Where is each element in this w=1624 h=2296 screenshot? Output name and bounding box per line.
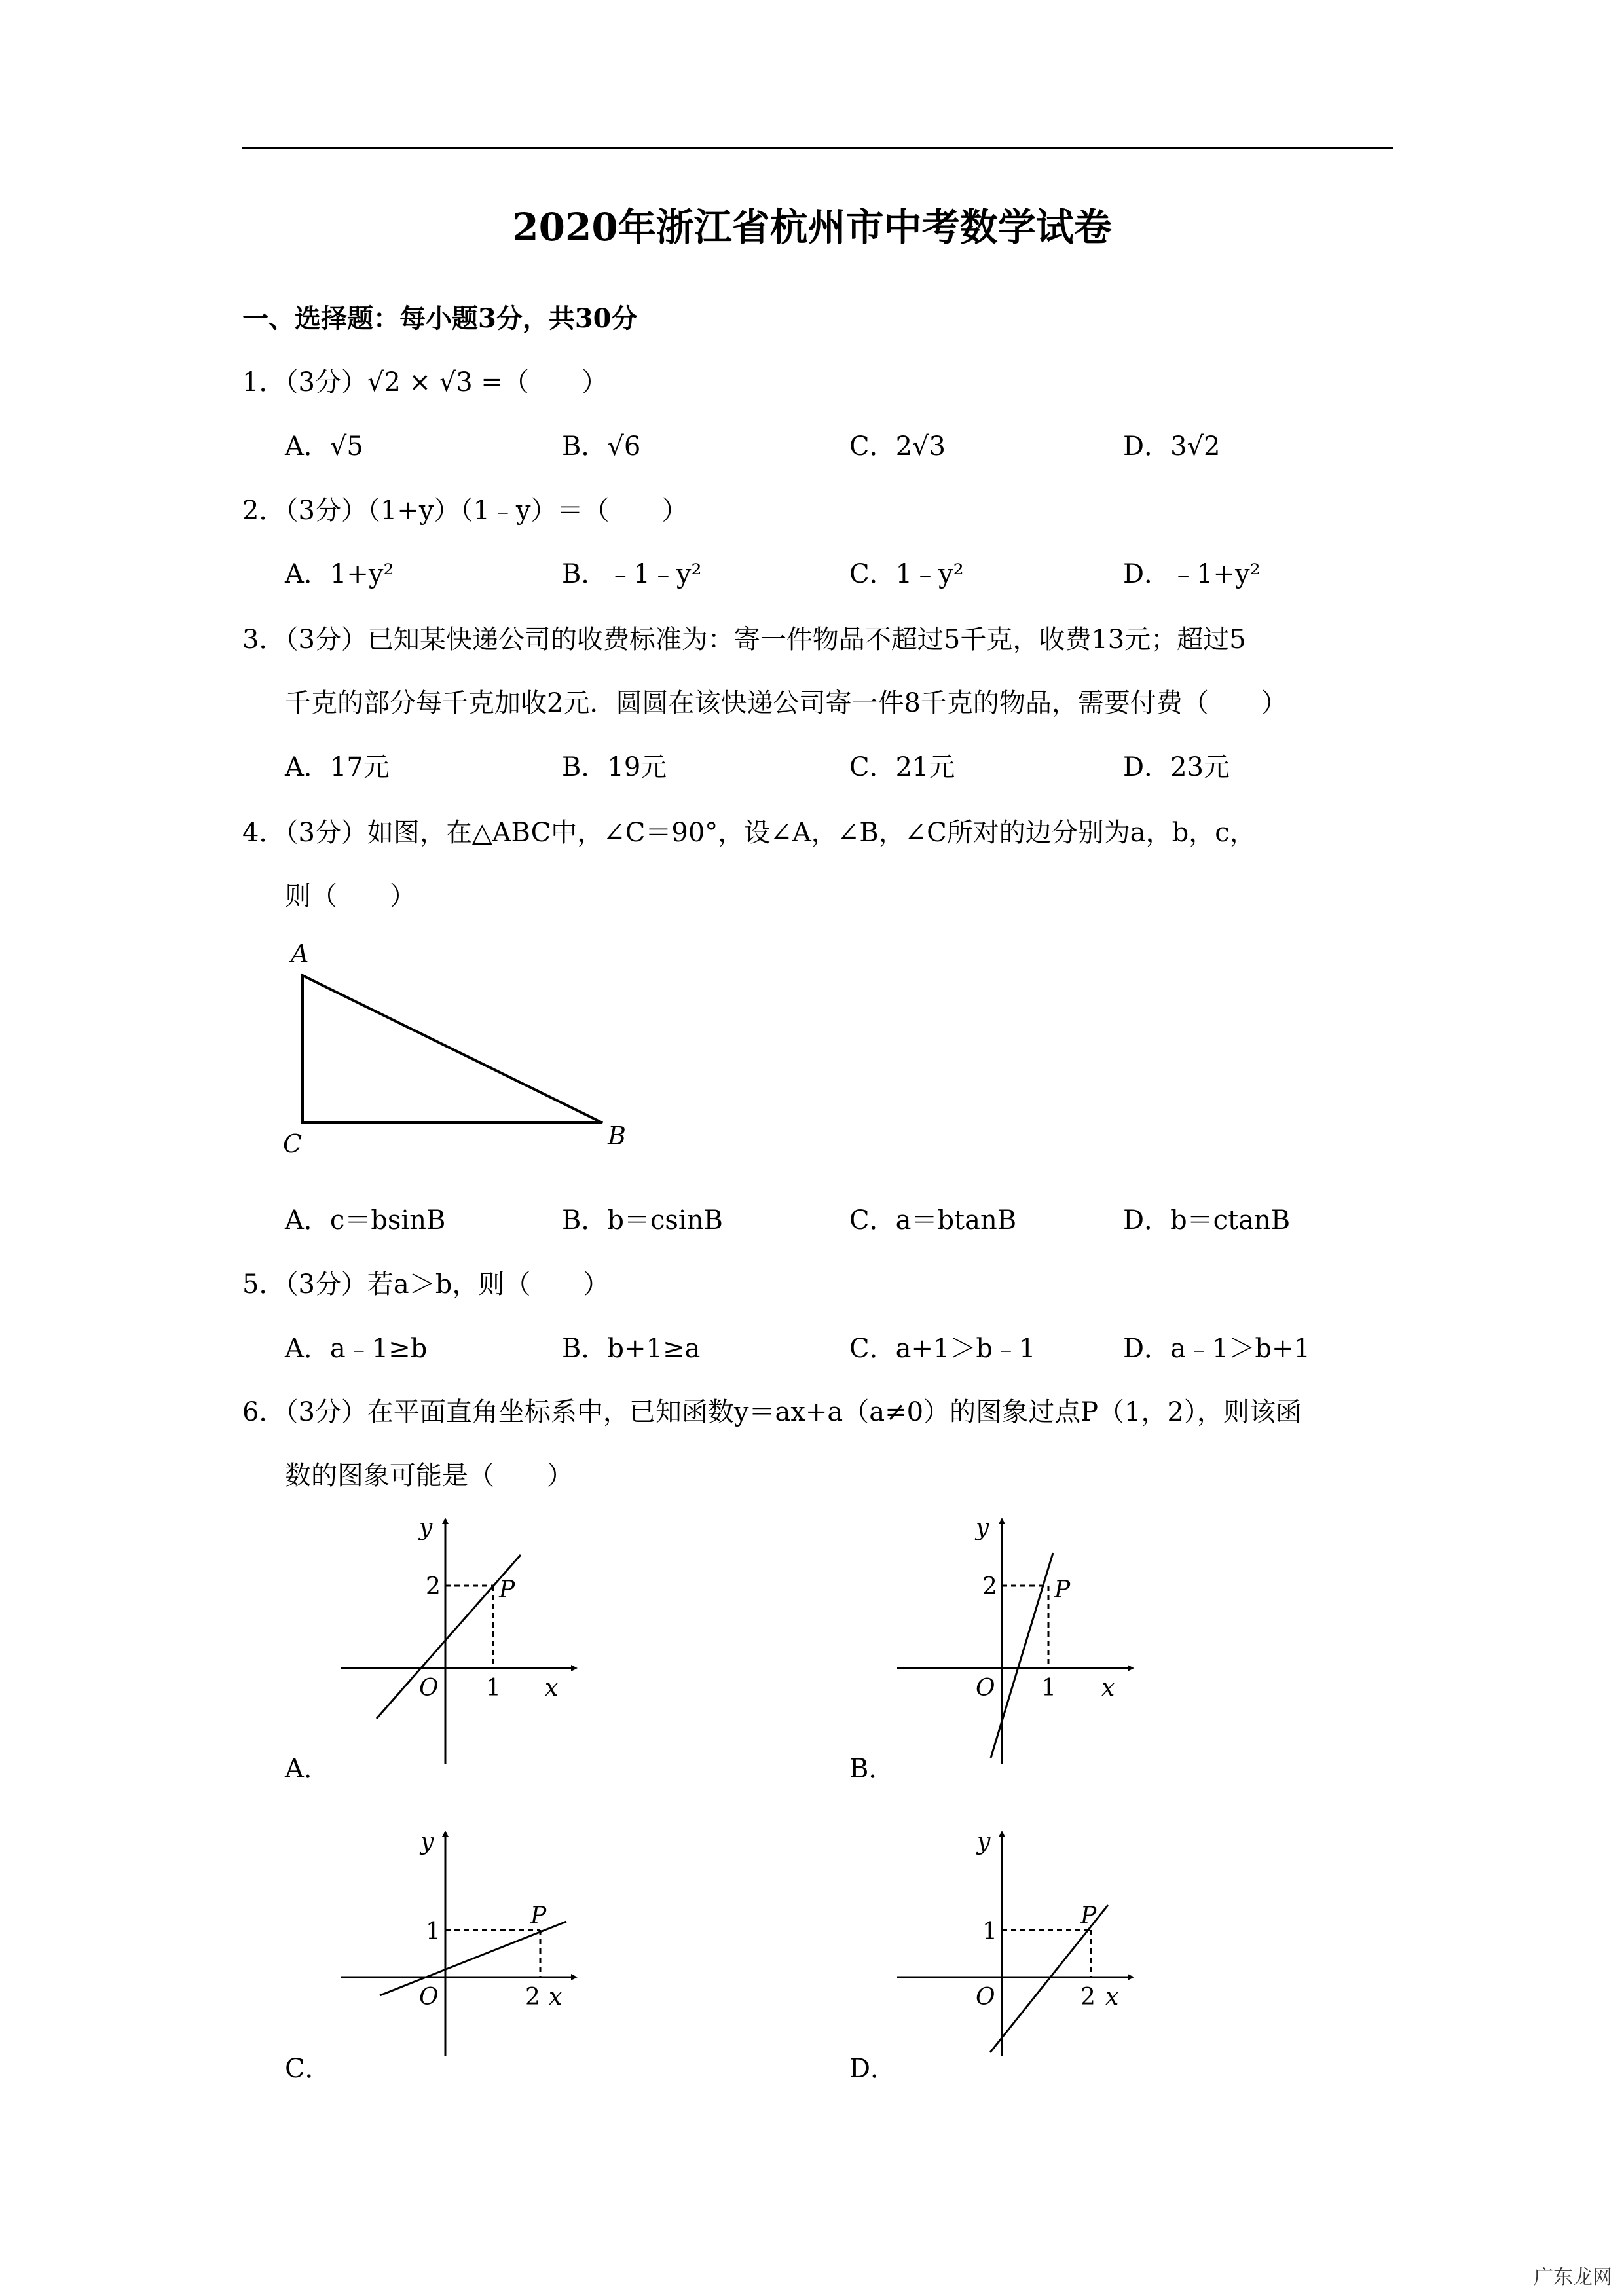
q5-option-b: B．b+1≥a: [562, 1334, 701, 1364]
question-2-stem: 2．（3分）（1+y）（1﹣y）＝（ ）: [242, 496, 688, 526]
q5-option-a: A．a﹣1≥b: [285, 1334, 428, 1364]
q2-option-a: A．1+y²: [285, 559, 394, 589]
graph-a-point: P: [499, 1576, 515, 1603]
header-rule: [242, 147, 1393, 149]
q6-option-a-label: A．: [285, 1754, 330, 1784]
q6-option-c-label: C．: [285, 2054, 331, 2084]
q5-option-d: D．a﹣1＞b+1: [1123, 1334, 1310, 1364]
q3-option-b: B．19元: [562, 752, 667, 782]
graph-c-axis-y: y: [420, 1829, 434, 1855]
graph-c-tick-y: 1: [426, 1918, 441, 1945]
graph-c-origin: O: [419, 1984, 439, 2011]
graph-b-origin: O: [976, 1675, 995, 1702]
question-1-stem: 1．（3分）√2 × √3 =（ ）: [242, 367, 608, 397]
question-3-stem-cont: 千克的部分每千克加收2元．圆圆在该快递公司寄一件8千克的物品，需要付费（ ）: [285, 688, 1287, 718]
q6-option-d-label: D．: [849, 2054, 897, 2084]
watermark: 广东龙网: [1534, 2266, 1612, 2289]
q1-option-a: A．√5: [285, 431, 363, 462]
graph-b-axis-x: x: [1101, 1675, 1115, 1702]
section-heading: 一、选择题：每小题3分，共30分: [242, 303, 638, 334]
graph-d-tick-x: 2: [1080, 1984, 1096, 2011]
graph-d-origin: O: [976, 1984, 995, 2011]
question-6-stem-cont: 数的图象可能是（ ）: [285, 1461, 573, 1491]
graph-a-axis-x: x: [545, 1675, 559, 1702]
graph-c: [314, 1813, 589, 2075]
graph-b-tick-x: 1: [1041, 1675, 1056, 1702]
q2-option-d: D．﹣1+y²: [1123, 559, 1261, 589]
graph-b-axis-y: y: [976, 1514, 989, 1541]
graph-a: [314, 1506, 589, 1781]
vertex-label-c: C: [283, 1129, 303, 1158]
page-title: 2020年浙江省杭州市中考数学试卷: [512, 205, 1112, 249]
graph-d-axis-y: y: [977, 1829, 991, 1855]
graph-b-point: P: [1054, 1576, 1071, 1603]
graph-b-tick-y: 2: [982, 1573, 997, 1600]
vertex-label-b: B: [608, 1121, 626, 1150]
question-6-stem: 6．（3分）在平面直角坐标系中，已知函数y＝ax+a（a≠0）的图象过点P（1，2），则该函: [242, 1397, 1302, 1427]
q4-option-c: C．a＝btanB: [849, 1205, 1017, 1235]
q3-option-a: A．17元: [285, 752, 390, 782]
question-4-stem-cont: 则（ ）: [285, 881, 416, 911]
graph-d-tick-y: 1: [982, 1918, 997, 1945]
graph-d: [871, 1813, 1146, 2075]
q2-option-c: C．1﹣y²: [849, 559, 964, 589]
vertex-label-a: A: [291, 939, 309, 968]
graph-c-axis-x: x: [549, 1984, 563, 2011]
q4-option-a: A．c＝bsinB: [285, 1205, 446, 1235]
graph-c-tick-x: 2: [525, 1984, 540, 2011]
q1-option-c: C．2√3: [849, 431, 946, 462]
question-5-stem: 5．（3分）若a＞b，则（ ）: [242, 1269, 610, 1300]
graph-b: [871, 1506, 1146, 1781]
q5-option-c: C．a+1＞b﹣1: [849, 1334, 1036, 1364]
graph-a-axis-y: y: [419, 1514, 433, 1541]
q1-option-d: D．3√2: [1123, 431, 1221, 462]
q6-option-b-label: B．: [849, 1754, 895, 1784]
q4-option-d: D．b＝ctanB: [1123, 1205, 1291, 1235]
graph-a-origin: O: [419, 1675, 439, 1702]
graph-d-point: P: [1080, 1903, 1097, 1929]
q2-option-b: B．﹣1﹣y²: [562, 559, 702, 589]
graph-a-tick-x: 1: [486, 1675, 501, 1702]
graph-c-point: P: [530, 1903, 547, 1929]
q3-option-d: D．23元: [1123, 752, 1230, 782]
q1-option-b: B．√6: [562, 431, 641, 462]
q3-option-c: C．21元: [849, 752, 955, 782]
question-3-stem: 3．（3分）已知某快递公司的收费标准为：寄一件物品不超过5千克，收费13元；超过5: [242, 625, 1246, 655]
question-4-stem: 4．（3分）如图，在△ABC中，∠C＝90°，设∠A，∠B，∠C所对的边分别为a，b，c，: [242, 818, 1256, 848]
q4-option-b: B．b＝csinB: [562, 1205, 723, 1235]
graph-a-tick-y: 2: [426, 1573, 441, 1600]
triangle-figure: [275, 930, 642, 1165]
graph-d-axis-x: x: [1105, 1984, 1119, 2011]
